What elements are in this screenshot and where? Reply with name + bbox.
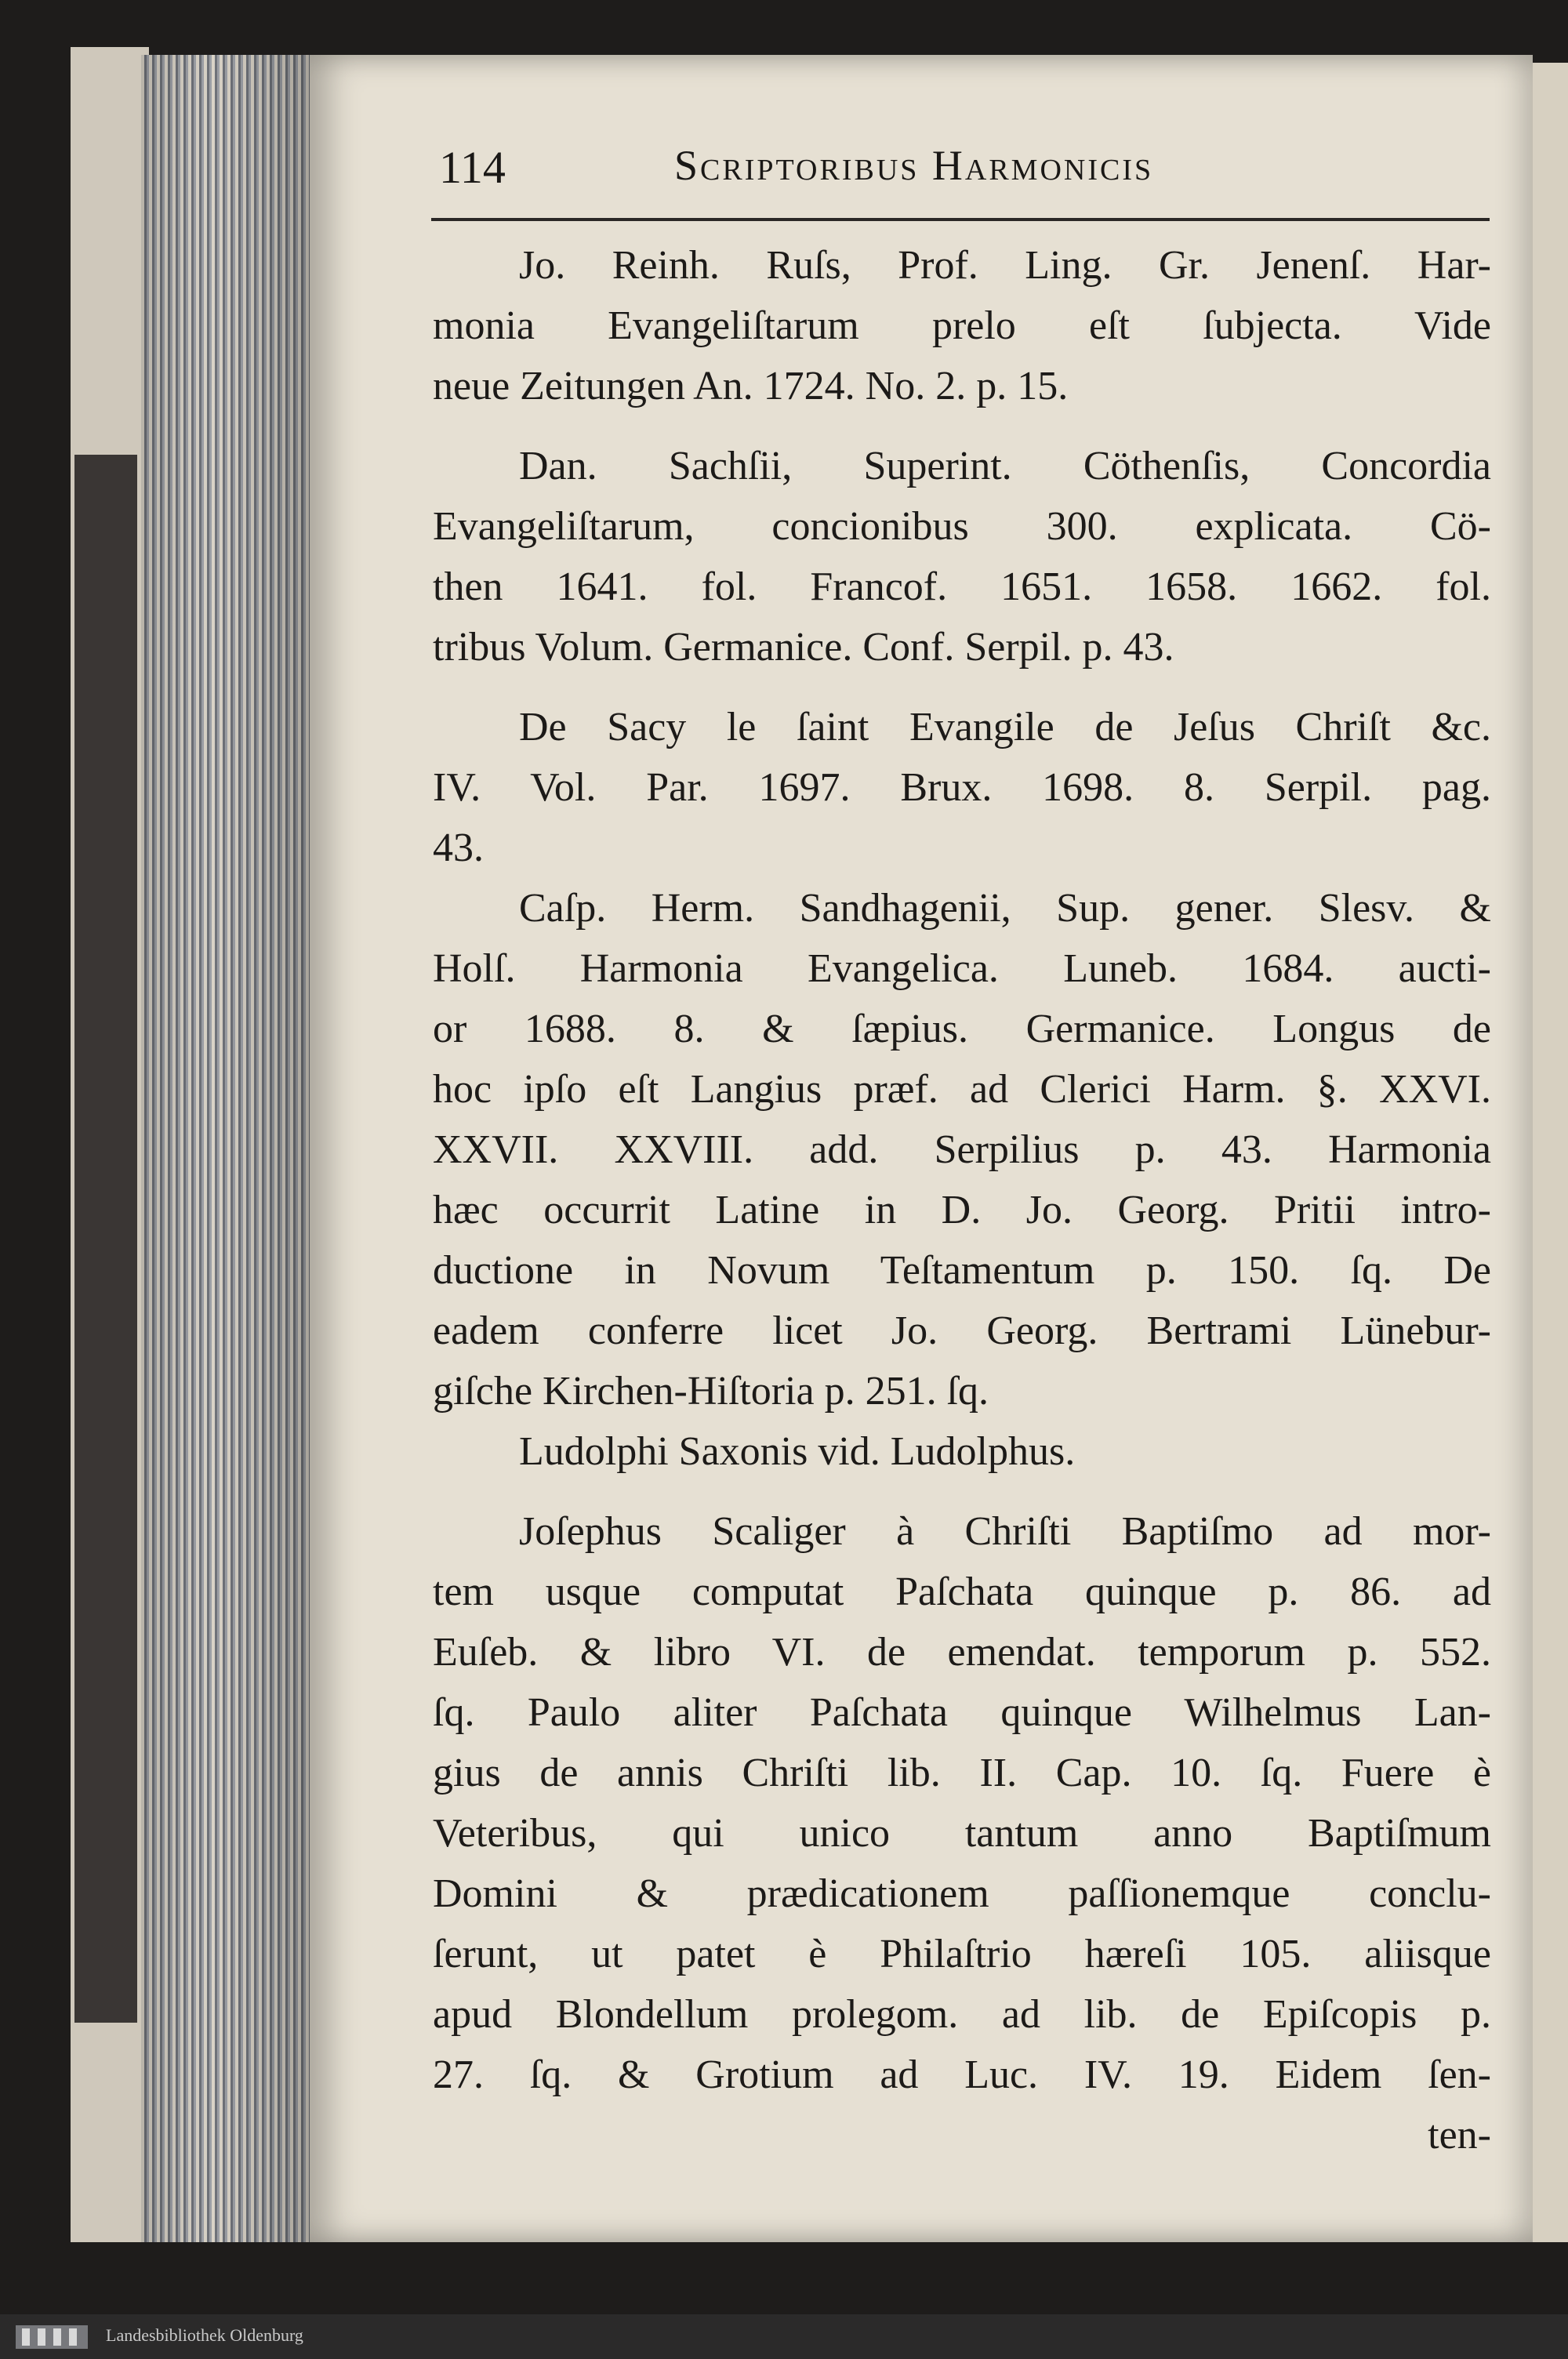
text-line: Joſephus Scaliger à Chriſti Baptiſmo ad mor- — [519, 1509, 1491, 1554]
text-line: giſche Kirchen-Hiſtoria p. 251. ſq. — [433, 1369, 989, 1414]
library-logo-icon — [16, 2325, 88, 2349]
text-line: neue Zeitungen An. 1724. No. 2. p. 15. — [433, 364, 1069, 408]
text-line: Euſeb. & libro VI. de emendat. temporum p. 552. — [433, 1630, 1491, 1675]
header-rule — [431, 218, 1490, 221]
text-line: hoc ipſo eſt Langius præf. ad Clerici Harm. §. XXVI. — [433, 1067, 1491, 1112]
text-line: ſq. Paulo aliter Paſchata quinque Wilhelmus Lan- — [433, 1690, 1491, 1735]
text-line: gius de annis Chriſti lib. II. Cap. 10. ſq. Fuere è — [433, 1751, 1491, 1795]
text-line: ſerunt, ut patet è Philaſtrio hæreſi 105. aliisque — [433, 1932, 1491, 1976]
library-name: Landesbibliothek Oldenburg — [106, 2325, 303, 2345]
text-line: 27. ſq. & Grotium ad Luc. IV. 19. Eidem ſen- — [433, 2052, 1491, 2097]
facing-page-edge — [1533, 63, 1568, 2242]
page-header — [439, 141, 1497, 204]
text-line: Caſp. Herm. Sandhagenii, Sup. gener. Slesv. & — [519, 886, 1491, 931]
text-line: Dan. Sachſii, Superint. Cöthenſis, Concordia — [519, 444, 1491, 488]
text-line: Domini & prædicationem paſſionemque conclu- — [433, 1871, 1491, 1916]
text-line: tribus Volum. Germanice. Conf. Serpil. p. 43. — [433, 625, 1174, 670]
footer-bar — [0, 2314, 1568, 2359]
text-line: 43. — [433, 826, 484, 870]
catchword: ten- — [1428, 2113, 1491, 2158]
text-line: ductione in Novum Teſtamentum p. 150. ſq. De — [433, 1248, 1491, 1293]
text-line: Ludolphi Saxonis vid. Ludolphus. — [519, 1429, 1076, 1474]
body-text — [433, 235, 1491, 2165]
text-line: XXVII. XXVIII. add. Serpilius p. 43. Harmonia — [433, 1127, 1491, 1172]
text-line: eadem conferre licet Jo. Georg. Bertrami Lünebur- — [433, 1308, 1491, 1353]
page-number: 114 — [439, 142, 506, 193]
text-line: Veteribus, qui unico tantum anno Baptiſmum — [433, 1811, 1491, 1856]
text-line: then 1641. fol. Francof. 1651. 1658. 1662. fol. — [433, 564, 1491, 609]
text-line: or 1688. 8. & ſæpius. Germanice. Longus de — [433, 1007, 1491, 1051]
text-line: De Sacy le ſaint Evangile de Jeſus Chriſt &c. — [519, 705, 1491, 749]
text-line: Evangeliſtarum, concionibus 300. explicata. Cö- — [433, 504, 1491, 549]
text-line: Jo. Reinh. Ruſs, Prof. Ling. Gr. Jenenſ. Har- — [519, 243, 1491, 288]
running-head: Scriptoribus Harmonicis — [674, 142, 1154, 189]
text-line: hæc occurrit Latine in D. Jo. Georg. Pritii intro- — [433, 1188, 1491, 1232]
page-edges-shadow — [141, 55, 321, 2242]
text-line: Holſ. Harmonia Evangelica. Luneb. 1684. aucti- — [433, 946, 1491, 991]
text-line: IV. Vol. Par. 1697. Brux. 1698. 8. Serpil. pag. — [433, 765, 1491, 810]
leather-spine — [74, 455, 137, 2023]
text-line: apud Blondellum prolegom. ad lib. de Epiſcopis p. — [433, 1992, 1491, 2037]
text-line: tem usque computat Paſchata quinque p. 86. ad — [433, 1570, 1491, 1614]
text-line: monia Evangeliſtarum prelo eſt ſubjecta. Vide — [433, 303, 1491, 348]
